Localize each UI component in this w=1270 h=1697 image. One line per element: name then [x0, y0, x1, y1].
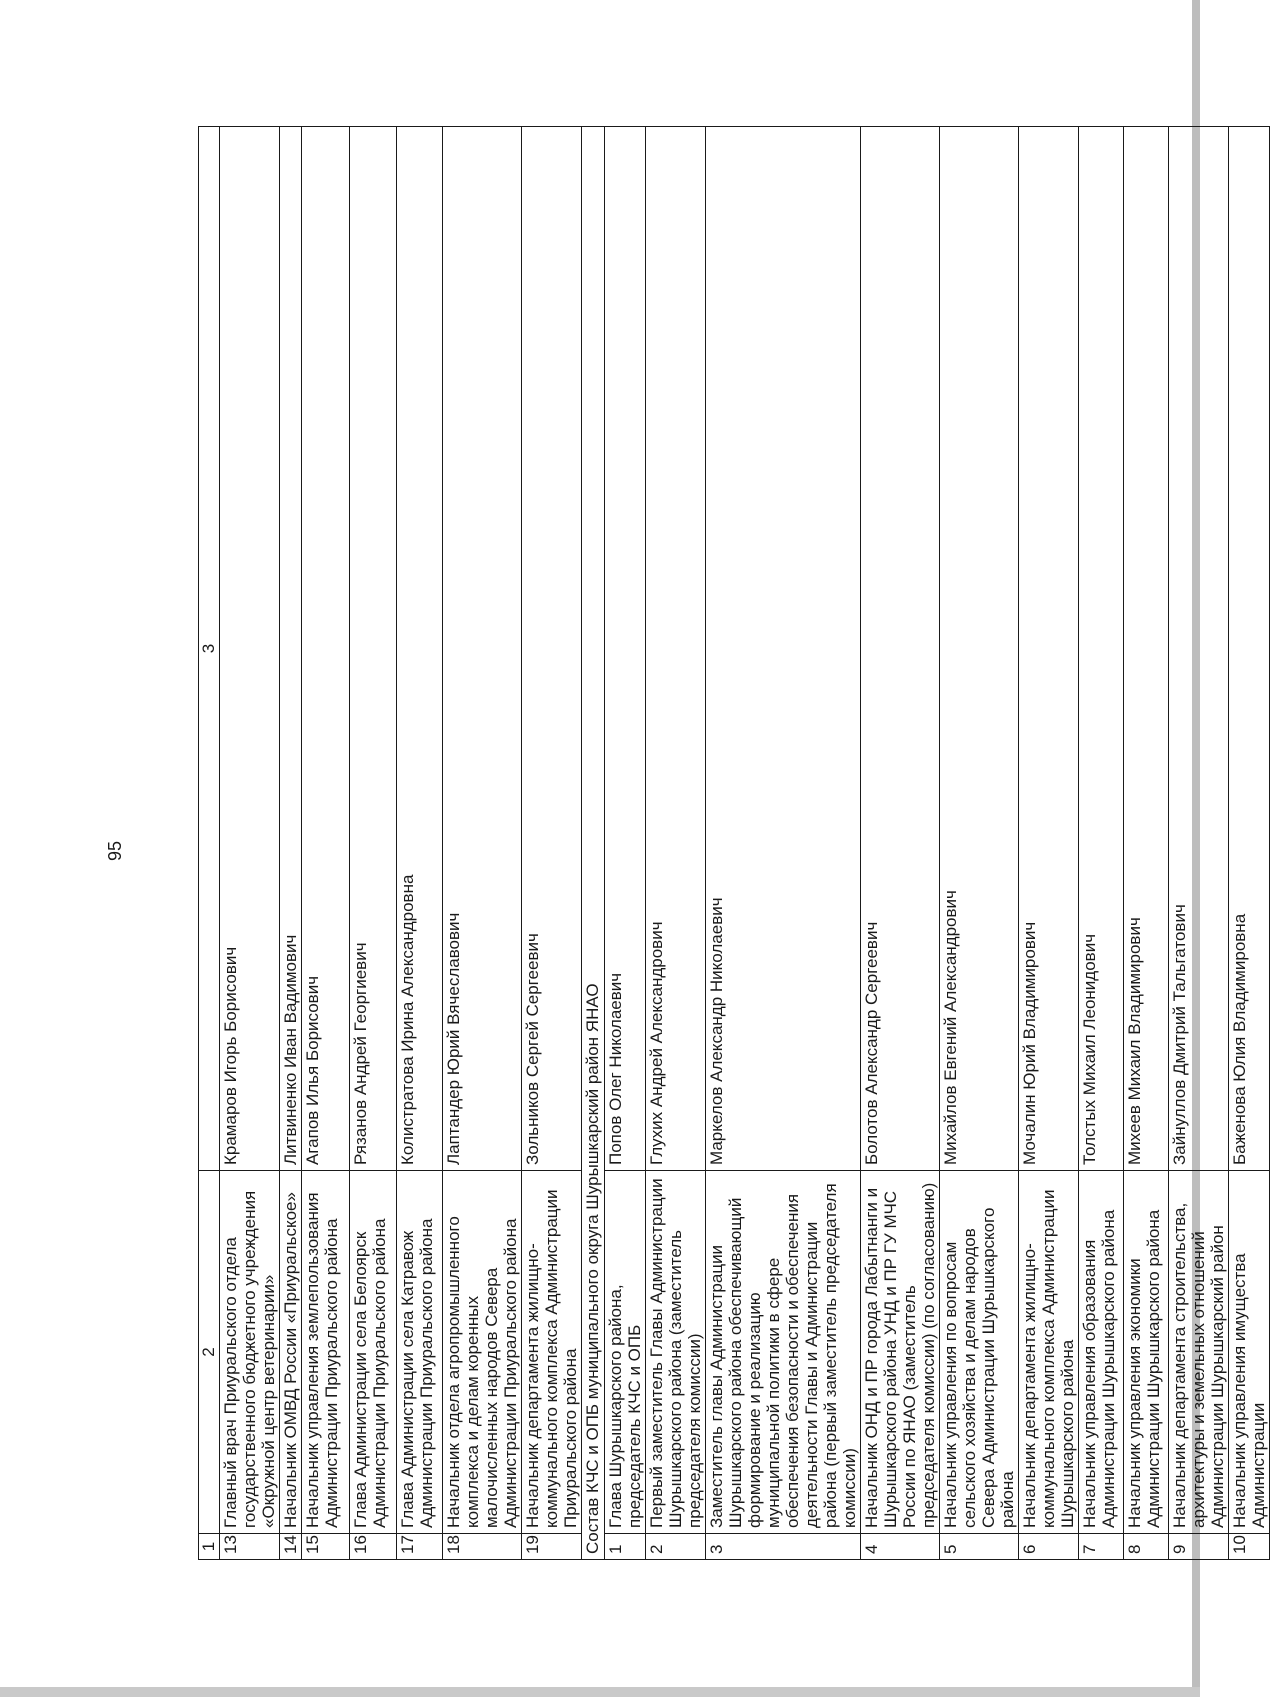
section-title: Состав КЧС и ОПБ муниципального округа Шурышкарский район ЯНАО [582, 127, 605, 1560]
table-row [1229, 127, 1270, 1560]
row-number: 15 [302, 1534, 350, 1560]
table-row [220, 127, 280, 1560]
row-number: 7 [1079, 1534, 1124, 1560]
row-number: 13 [220, 1534, 280, 1560]
position-cell: Начальник управления по вопросам сельского хозяйства и делам народов Севера Администрации Шурышкарского района [940, 1171, 1019, 1534]
table-row [706, 127, 861, 1560]
column-header: 3 [199, 127, 220, 1171]
name-cell: Лаптандер Юрий Вячеславович [443, 127, 522, 1171]
position-cell: Главный врач Приуральского отдела государственного бюджетного учреждения «Окружной центр ветеринарии» [220, 1171, 280, 1534]
position-cell: Глава Шурышкарского района, председатель КЧС и ОПБ [605, 1171, 646, 1534]
position-cell: Начальник управления экономики Администрации Шурышкарского района [1124, 1171, 1169, 1534]
row-number: 18 [443, 1534, 522, 1560]
table-row [861, 127, 940, 1560]
name-cell: Попов Олег Николаевич [605, 127, 646, 1171]
table-row [1019, 127, 1079, 1560]
name-cell: Болотов Александр Сергеевич [861, 127, 940, 1171]
name-cell: Михайлов Евгений Александрович [940, 127, 1019, 1171]
name-cell: Литвиненко Иван Вадимович [280, 127, 302, 1171]
name-cell: Колистратова Ирина Александровна [397, 127, 443, 1171]
position-cell: Начальник департамента строительства, архитектуры и земельных отношений Администрации Шурышкарский район [1169, 1171, 1229, 1534]
table-row [1124, 127, 1169, 1560]
table-row [605, 127, 646, 1560]
row-number: 10 [1229, 1534, 1270, 1560]
table-row [1079, 127, 1124, 1560]
position-cell: Глава Администрации села Катравож Администрации Приуральского района [397, 1171, 443, 1534]
header-row [199, 127, 220, 1560]
name-cell: Зольников Сергей Сергеевич [522, 127, 582, 1171]
position-cell: Первый заместитель Главы Администрации Шурышкарского района (заместитель председателя комиссии) [646, 1171, 706, 1534]
table-row [397, 127, 443, 1560]
row-number: 6 [1019, 1534, 1079, 1560]
table-row [1169, 127, 1229, 1560]
committee-table [198, 126, 1270, 1560]
row-number: 9 [1169, 1534, 1229, 1560]
table-row [646, 127, 706, 1560]
name-cell: Агапов Илья Борисович [302, 127, 350, 1171]
row-number: 16 [350, 1534, 397, 1560]
page-number: 95 [105, 840, 125, 862]
position-cell: Начальник ОНД и ПР города Лабытнанги и Шурышкарского района УНД и ПР ГУ МЧС России по ЯНАО (заместитель председателя комиссии) (по согласованию) [861, 1171, 940, 1534]
name-cell: Маркелов Александр Николаевич [706, 127, 861, 1171]
table-row [302, 127, 350, 1560]
position-cell: Начальник департамента жилищно-коммунального комплекса Администрации Приуральского района [522, 1171, 582, 1534]
name-cell: Крамаров Игорь Борисович [220, 127, 280, 1171]
name-cell: Мочалин Юрий Владимирович [1019, 127, 1079, 1171]
column-header: 2 [199, 1171, 220, 1534]
column-header: 1 [199, 1534, 220, 1560]
position-cell: Глава Администрации села Белоярск Администрации Приуральского района [350, 1171, 397, 1534]
table-container [198, 127, 1268, 1560]
table-row [280, 127, 302, 1560]
row-number: 19 [522, 1534, 582, 1560]
table-row [350, 127, 397, 1560]
row-number: 1 [605, 1534, 646, 1560]
position-cell: Начальник ОМВД России «Приуральское» [280, 1171, 302, 1534]
row-number: 4 [861, 1534, 940, 1560]
row-number: 3 [706, 1534, 861, 1560]
table-row [522, 127, 582, 1560]
position-cell: Заместитель главы Администрации Шурышкарского района обеспечивающий формирование и реализацию муниципальной политики в сфере обеспечения безопасности и обеспечения деятельности Главы и Администрации района (первый заместитель председателя комиссии) [706, 1171, 861, 1534]
name-cell: Толстых Михаил Леонидович [1079, 127, 1124, 1171]
name-cell: Рязанов Андрей Георгиевич [350, 127, 397, 1171]
name-cell: Михеев Михаил Владимирович [1124, 127, 1169, 1171]
position-cell: Начальник управления имущества Администрации [1229, 1171, 1270, 1534]
table-row [940, 127, 1019, 1560]
row-number: 2 [646, 1534, 706, 1560]
position-cell: Начальник управления землепользования Администрации Приуральского района [302, 1171, 350, 1534]
position-cell: Начальник отдела агропромышленного комплекса и делам коренных малочисленных народов Севера Администрации Приуральского района [443, 1171, 522, 1534]
section-row [582, 127, 605, 1560]
position-cell: Начальник управления образования Администрации Шурышкарского района [1079, 1171, 1124, 1534]
row-number: 14 [280, 1534, 302, 1560]
row-number: 17 [397, 1534, 443, 1560]
table-row [443, 127, 522, 1560]
name-cell: Баженова Юлия Владимировна [1229, 127, 1270, 1171]
name-cell: Глухих Андрей Александрович [646, 127, 706, 1171]
row-number: 5 [940, 1534, 1019, 1560]
row-number: 8 [1124, 1534, 1169, 1560]
name-cell: Зайнуллов Дмитрий Тальгатович [1169, 127, 1229, 1171]
position-cell: Начальник департамента жилищно-коммунального комплекса Администрации Шурышкарского района [1019, 1171, 1079, 1534]
scan-shadow-bottom [0, 1687, 1200, 1697]
